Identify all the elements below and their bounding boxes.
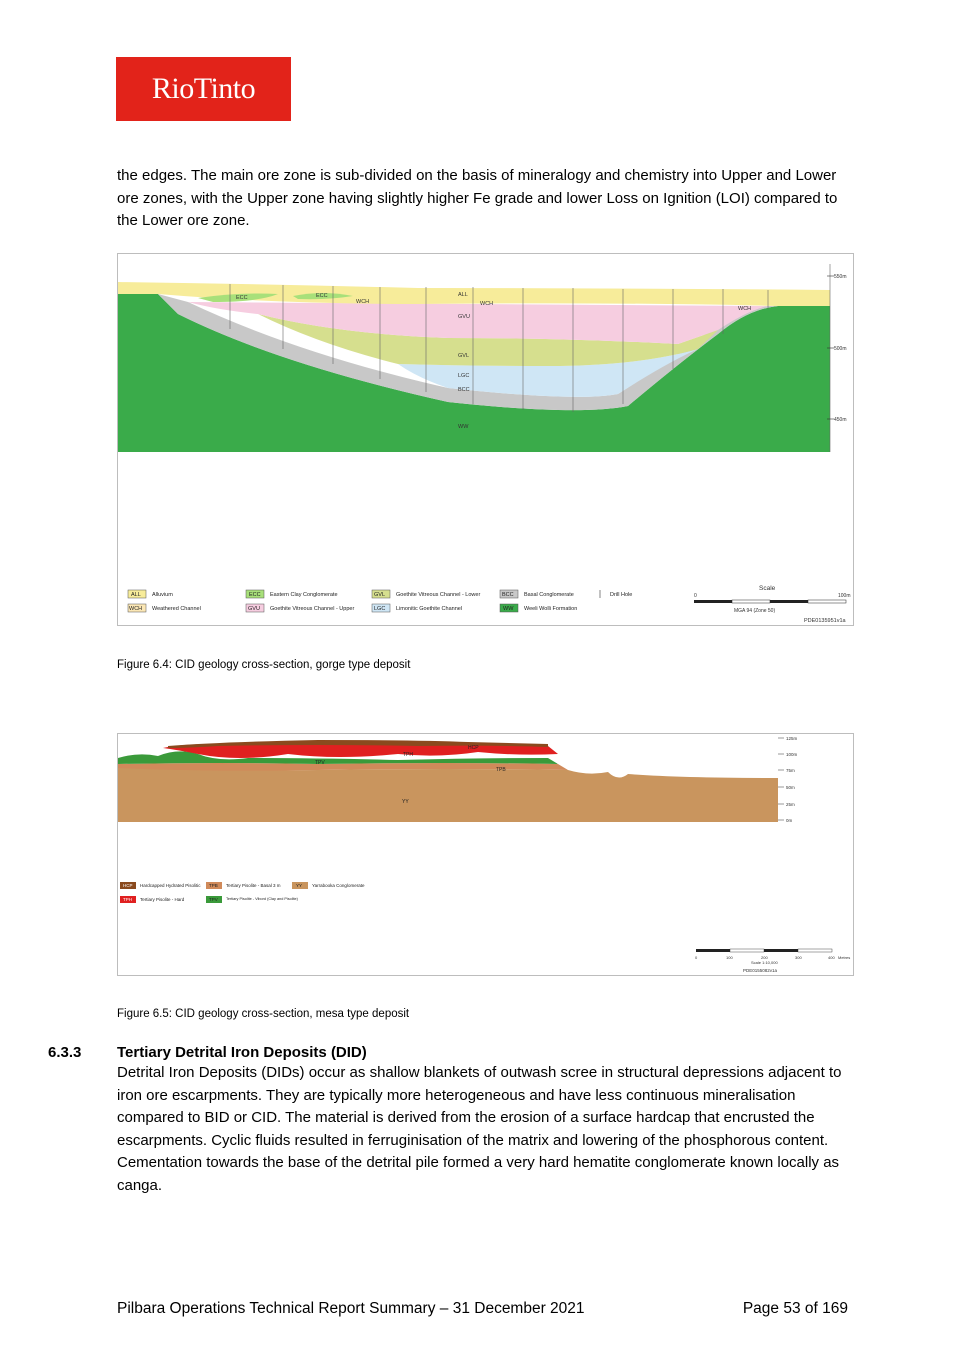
label-wch-1: WCH bbox=[356, 299, 370, 305]
elev-450: 450m bbox=[834, 417, 847, 423]
footer-page: Page 53 of 169 bbox=[742, 1300, 848, 1317]
svg-text:Goethite Vitreous Channel - Lo: Goethite Vitreous Channel - Lower bbox=[396, 592, 481, 598]
yy-layer bbox=[118, 764, 778, 822]
svg-text:ECC: ECC bbox=[249, 592, 261, 598]
svg-text:100m: 100m bbox=[786, 752, 798, 757]
gorge-cross-section-svg bbox=[118, 254, 853, 625]
label-hcp: HCP bbox=[468, 745, 479, 751]
svg-text:ALL: ALL bbox=[131, 592, 141, 598]
svg-text:25m: 25m bbox=[786, 802, 795, 807]
svg-text:MGA 94 (Zone 50): MGA 94 (Zone 50) bbox=[734, 608, 776, 614]
figure-gorge-cross-section bbox=[117, 253, 854, 626]
section-body: Detrital Iron Deposits (DIDs) occur as shallow blankets of outwash scree in structural depressions adjacent to iron ore escarpments. They are typically more heterogeneous and have less continuous mineralisation compared to BID or CID. The material is derived from the erosion of a surface hardcap that encrusted the escarpments. Cyclic fluids resulted in ferruginisation of the matrix and lowering of the phosphorous content. Cementation towards the base of the detrital pile formed a very hard hematite conglomerate known locally as canga. bbox=[117, 1064, 842, 1194]
svg-text:Basal Conglomerate: Basal Conglomerate bbox=[524, 592, 574, 598]
svg-text:LGC: LGC bbox=[374, 606, 386, 612]
figure2-legend bbox=[120, 882, 365, 903]
gvu-layer bbox=[188, 302, 768, 344]
svg-text:Tertiary Pisolite - Hard: Tertiary Pisolite - Hard bbox=[140, 897, 185, 902]
svg-text:100: 100 bbox=[726, 955, 733, 960]
svg-text:GVL: GVL bbox=[374, 592, 386, 598]
svg-text:Tertiary Pisolite - Vibord (Cl: Tertiary Pisolite - Vibord (Clay and Pisolite) bbox=[226, 897, 298, 901]
label-ecc-1: ECC bbox=[236, 295, 248, 301]
label-tpb: TPB bbox=[496, 767, 506, 773]
drill-hole-legend: Drill Hole bbox=[610, 592, 633, 598]
rio-tinto-logo bbox=[116, 57, 291, 121]
label-all: ALL bbox=[458, 292, 468, 298]
svg-text:Weeli Wolli Formation: Weeli Wolli Formation bbox=[524, 606, 578, 612]
svg-text:TPV: TPV bbox=[209, 897, 218, 902]
svg-text:YY: YY bbox=[296, 883, 303, 888]
figure2-caption: Figure 6.5: CID geology cross-section, mesa type deposit bbox=[117, 1008, 410, 1020]
svg-text:125m: 125m bbox=[786, 736, 798, 741]
figure1-caption: Figure 6.4: CID geology cross-section, gorge type deposit bbox=[117, 659, 411, 671]
label-wch-2: WCH bbox=[480, 301, 494, 307]
svg-text:HCP: HCP bbox=[123, 883, 133, 888]
svg-text:BCC: BCC bbox=[502, 592, 514, 598]
svg-text:200: 200 bbox=[761, 955, 768, 960]
svg-text:WW: WW bbox=[503, 606, 514, 612]
footer-title: Pilbara Operations Technical Report Summary – 31 December 2021 bbox=[117, 1300, 585, 1317]
svg-text:50m: 50m bbox=[786, 785, 795, 790]
svg-text:0: 0 bbox=[694, 593, 697, 599]
label-bcc: BCC bbox=[458, 387, 470, 393]
figure2-elevations bbox=[778, 736, 798, 823]
svg-text:75m: 75m bbox=[786, 768, 795, 773]
elev-500: 500m bbox=[834, 346, 847, 352]
svg-text:0: 0 bbox=[695, 955, 698, 960]
label-tpv: TPV bbox=[315, 760, 325, 766]
figure2-scale bbox=[695, 949, 850, 973]
label-gvu: GVU bbox=[458, 314, 470, 320]
svg-text:300: 300 bbox=[795, 955, 802, 960]
svg-text:Alluvium: Alluvium bbox=[152, 592, 173, 598]
svg-text:Weathered Channel: Weathered Channel bbox=[152, 606, 201, 612]
svg-text:Scale 1:10,000: Scale 1:10,000 bbox=[751, 960, 778, 965]
svg-text:PDE0155082v1a: PDE0155082v1a bbox=[743, 968, 778, 973]
svg-text:Yarrabooka Conglomerate: Yarrabooka Conglomerate bbox=[312, 883, 365, 888]
section-title: Tertiary Detrital Iron Deposits (DID) bbox=[117, 1044, 367, 1061]
label-gvl: GVL bbox=[458, 353, 470, 359]
svg-text:TPB: TPB bbox=[209, 883, 218, 888]
label-ww: WW bbox=[458, 424, 469, 430]
svg-text:Metres: Metres bbox=[838, 955, 851, 960]
label-yy: YY bbox=[402, 799, 409, 805]
label-tph-1: TPH bbox=[403, 752, 413, 758]
figure-mesa-cross-section bbox=[117, 733, 854, 976]
svg-text:Hardcapped Hydrated Pisolitic: Hardcapped Hydrated Pisolitic bbox=[140, 883, 201, 888]
svg-text:PDE0135951v1a: PDE0135951v1a bbox=[804, 618, 846, 624]
svg-text:WCH: WCH bbox=[129, 606, 143, 612]
svg-text:Goethite Vitreous Channel - Up: Goethite Vitreous Channel - Upper bbox=[270, 606, 355, 612]
intro-paragraph: the edges. The main ore zone is sub-divided on the basis of mineralogy and chemistry into Upper and Lower ore zones, with the Upper zone having slightly higher Fe grade and lower Loss on Ignition (LOI) compared to the Lower ore zone. bbox=[117, 167, 838, 229]
elev-550: 550m bbox=[834, 274, 847, 280]
svg-text:Eastern Clay Conglomerate: Eastern Clay Conglomerate bbox=[270, 592, 338, 598]
svg-text:Limonitic Goethite Channel: Limonitic Goethite Channel bbox=[396, 606, 463, 612]
mesa-cross-section-svg bbox=[118, 734, 853, 975]
svg-text:Scale: Scale bbox=[759, 585, 776, 592]
svg-text:Tertiary Pisolite - Basal 3 m: Tertiary Pisolite - Basal 3 m bbox=[226, 883, 281, 888]
label-lgc: LGC bbox=[458, 373, 470, 379]
logo-text: RioTinto bbox=[151, 72, 256, 105]
figure1-legend bbox=[128, 590, 632, 612]
label-wch-3: WCH bbox=[738, 306, 752, 312]
svg-text:GVU: GVU bbox=[248, 606, 260, 612]
svg-text:TPH: TPH bbox=[123, 897, 132, 902]
svg-text:0m: 0m bbox=[786, 818, 793, 823]
figure1-scale bbox=[694, 585, 851, 624]
label-ecc-2: ECC bbox=[316, 293, 328, 299]
section-number: 6.3.3 bbox=[48, 1044, 82, 1061]
svg-text:400: 400 bbox=[828, 955, 835, 960]
svg-text:100m: 100m bbox=[838, 593, 851, 599]
